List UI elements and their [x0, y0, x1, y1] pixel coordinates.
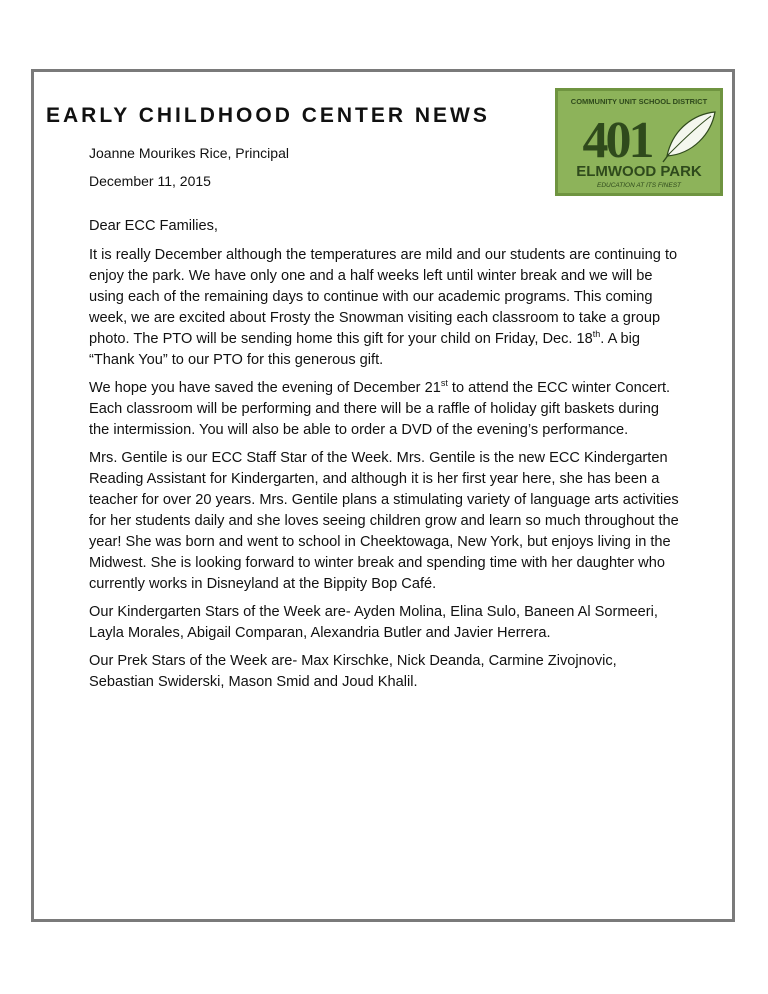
logo-tagline: EDUCATION AT ITS FINEST	[596, 182, 682, 189]
logo-number: 401	[582, 112, 652, 169]
salutation: Dear ECC Families,	[89, 218, 218, 234]
newsletter-title: EARLY CHILDHOOD CENTER NEWS	[46, 104, 490, 127]
paragraph-staff-star: Mrs. Gentile is our ECC Staff Star of the Week. Mrs. Gentile is the new ECC Kindergarten Reading Assistant for Kindergarten, and although it is her first year here, she has been a teacher for over 20 years. Mrs. Gentile plans a stimulating variety of language arts activities for her students daily and she loves seeing children grow and learn so much throughout the year! She was born and went to school in Cheektowaga, New York, but enjoys living in the Midwest. She is looking forward to winter break and spending time with her daughter who currently works in Disneyland at the Bippity Bop Café.	[89, 450, 679, 592]
logo-name: ELMWOOD PARK	[576, 163, 702, 180]
paragraph-kindergarten-stars: Our Kindergarten Stars of the Week are- Ayden Molina, Elina Sulo, Baneen Al Sormeeri, Layla Morales, Abigail Comparan, Alexandria Butler and Javier Herrera.	[89, 604, 658, 641]
paragraph-prek-stars: Our Prek Stars of the Week are- Max Kirschke, Nick Deanda, Carmine Zivojnovic, Sebastian Swiderski, Mason Smid and Joud Khalil.	[89, 653, 617, 690]
paragraph-concert: We hope you have saved the evening of December 21st to attend the ECC winter Concert. Each classroom will be performing and there will be a raffle of holiday gift baskets during the intermission. You will also be able to order a DVD of the evening’s performance.	[89, 378, 671, 438]
letter-body	[89, 216, 679, 700]
principal-name: Joanne Mourikes Rice, Principal	[89, 145, 289, 161]
district-logo	[555, 88, 723, 196]
newsletter-date: December 11, 2015	[89, 173, 211, 189]
logo-top-text: COMMUNITY UNIT SCHOOL DISTRICT	[570, 97, 708, 106]
paragraph-frosty: It is really December although the temperatures are mild and our students are continuing to enjoy the park. We have only one and a half weeks left until winter break and we will be using each of the remaining days to continue with our academic programs. This coming week, we are excited about Frosty the Snowman visiting each classroom to take a group photo. The PTO will be sending home this gift for your child on Friday, Dec. 18th. A big “Thank You” to our PTO for this generous gift.	[89, 247, 678, 368]
